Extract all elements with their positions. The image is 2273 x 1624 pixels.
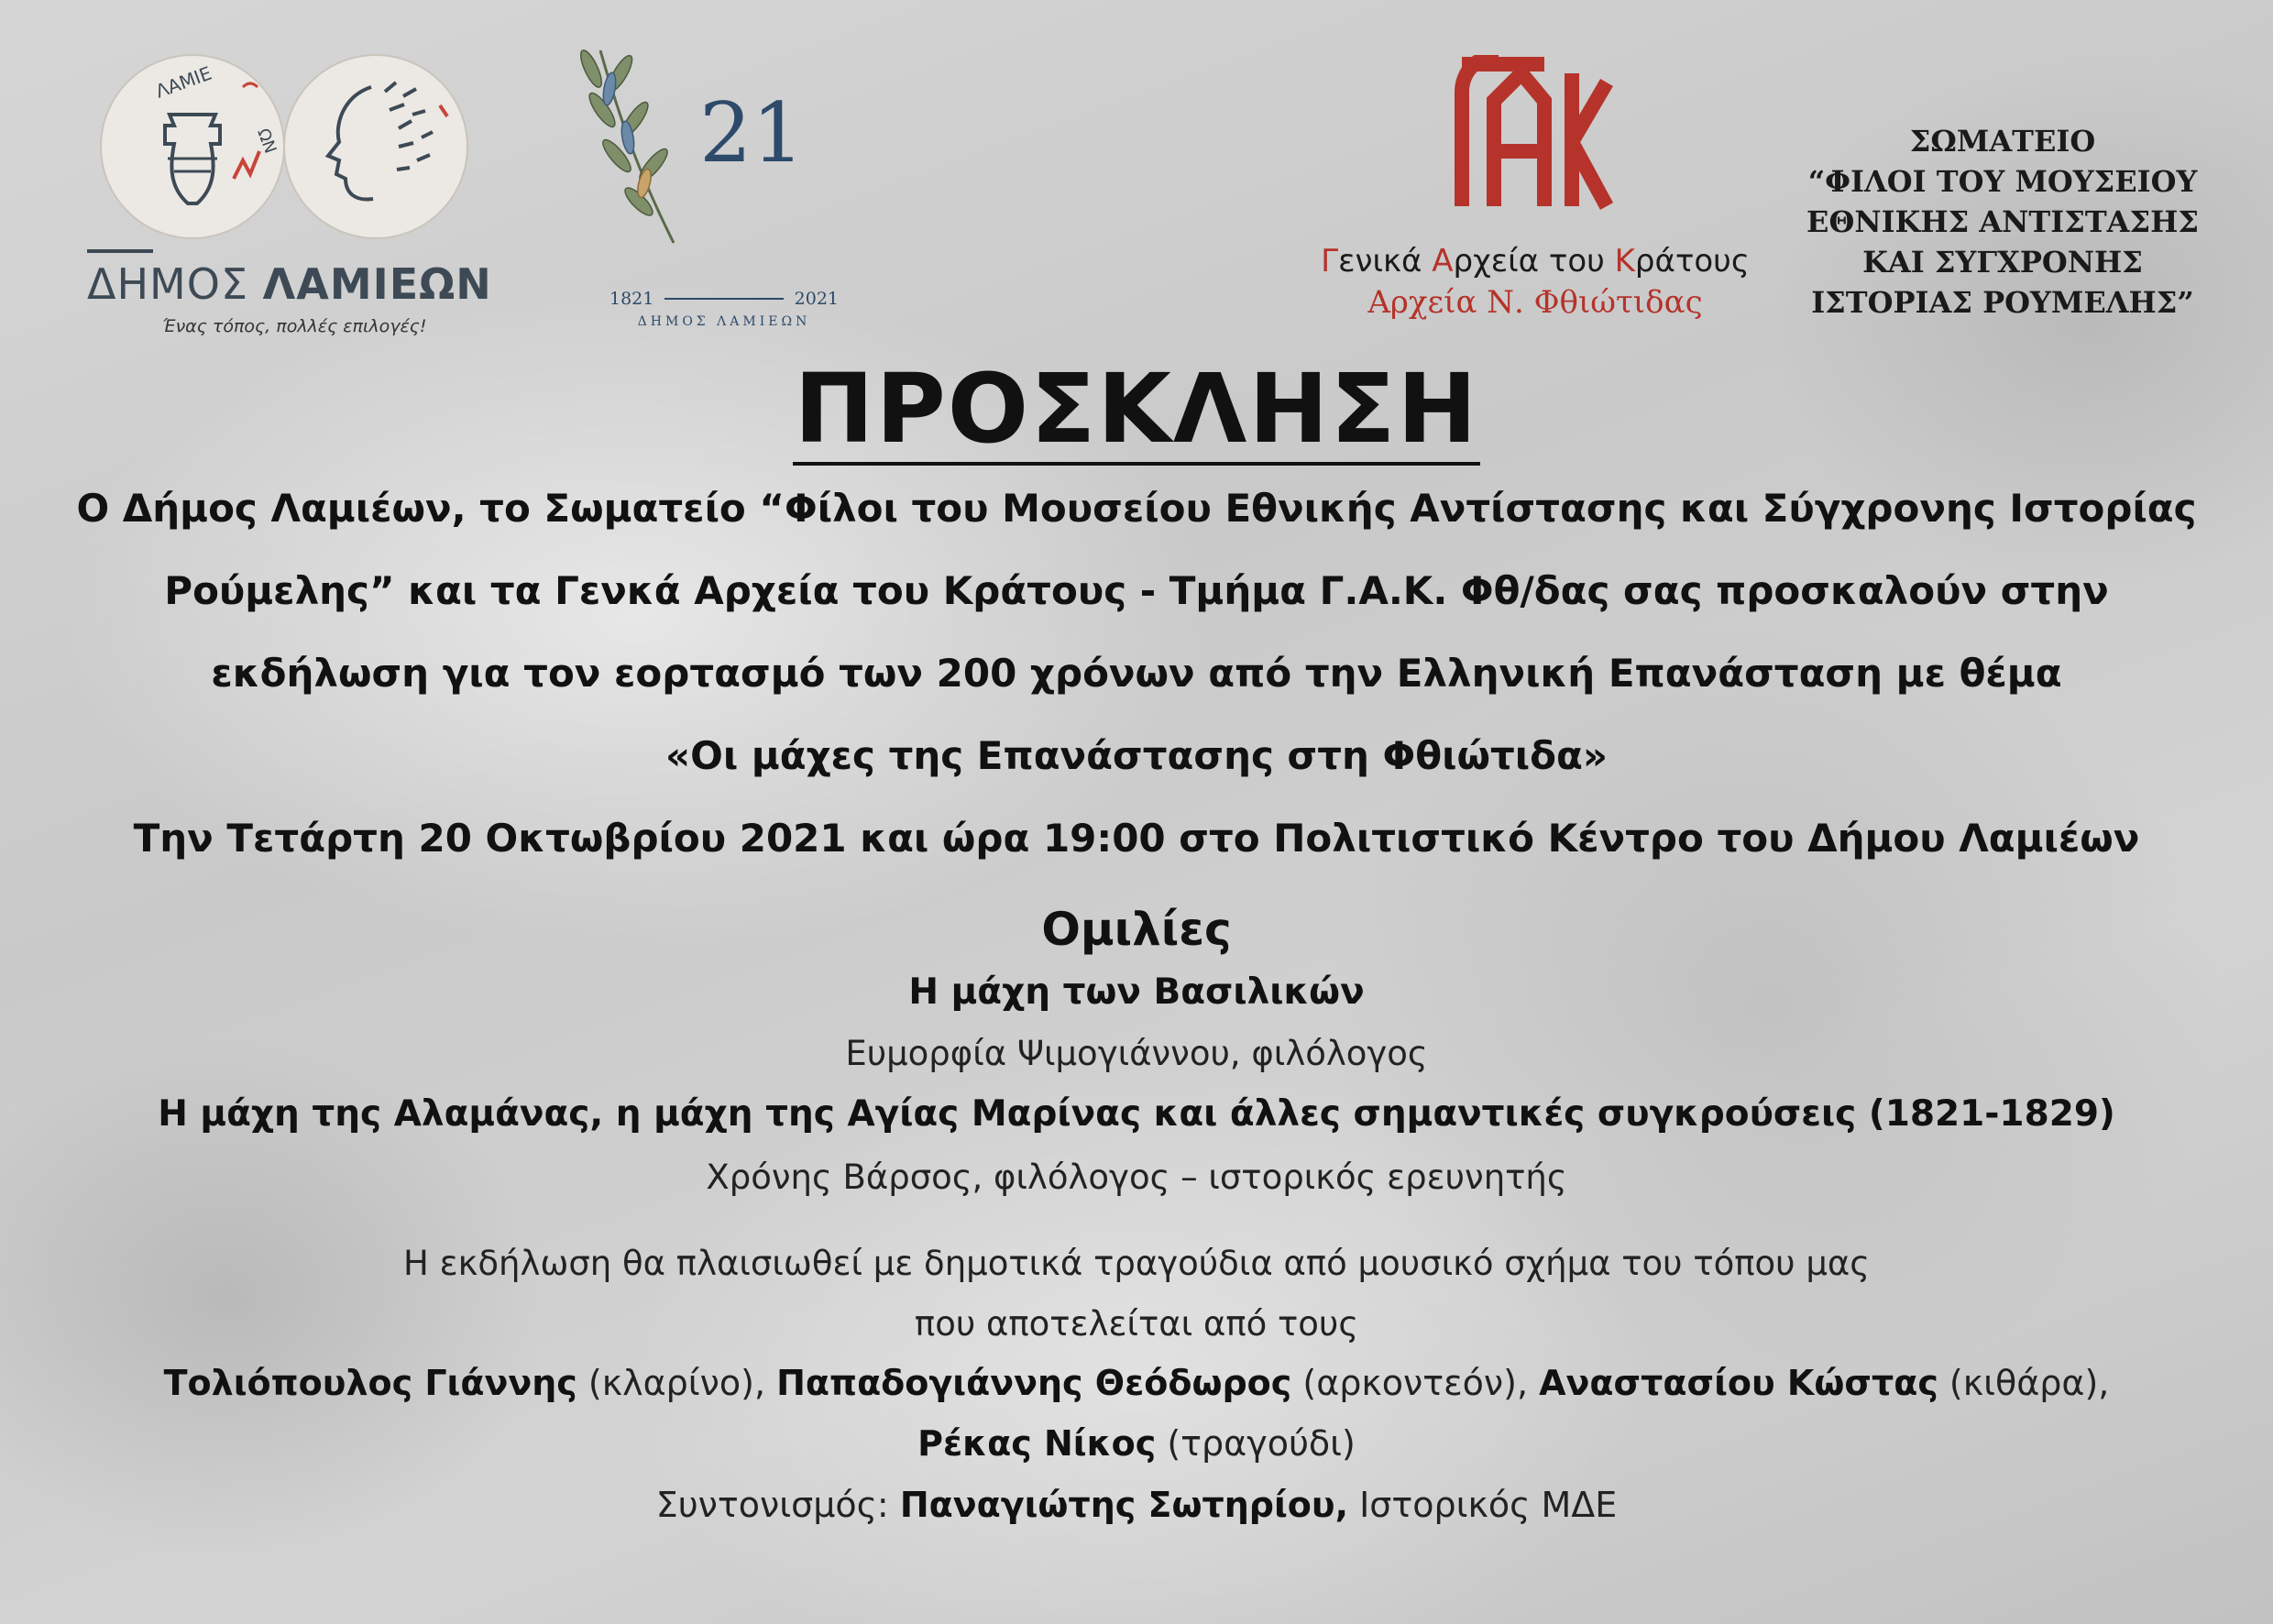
musician-name: Παπαδογιάννης Θεόδωρος bbox=[776, 1363, 1292, 1403]
lamia-logo-tagline: Ένας τόπος, πολλές επιλογές! bbox=[162, 316, 427, 336]
anniversary-logo bbox=[564, 32, 839, 344]
music-line-1: Η εκδήλωση θα πλαισιωθεί με δημοτικά τραγούδια από μουσικό σχήμα του τόπου μας bbox=[403, 1244, 1870, 1283]
talk-2-speaker: Χρόνης Βάρσος, φιλόλογος – ιστορικός ερευνητής bbox=[706, 1158, 1567, 1197]
event-theme: «Οι μάχες της Επανάστασης στη Φθιώτιδα» bbox=[665, 733, 1608, 778]
years-divider bbox=[664, 298, 783, 300]
lamia-logo-name: ΔΗΜΟΣ ΛΑΜΙΕΩΝ bbox=[87, 259, 492, 309]
musician-instrument: (κιθάρα), bbox=[1938, 1363, 2110, 1403]
coordination-label: Συντονισμός: bbox=[655, 1485, 900, 1525]
invitation-title: ΠΡΟΣΚΛΗΣΗ bbox=[794, 353, 1479, 465]
gak-logo bbox=[1320, 55, 1751, 330]
musician-name: Αναστασίου Κώστας bbox=[1539, 1363, 1938, 1403]
musician-name: Τολιόπουλος Γιάννης bbox=[163, 1363, 577, 1403]
invitation-title-wrap bbox=[0, 353, 2273, 466]
gak-branch: Αρχεία Ν. Φθιώτιδας bbox=[1367, 284, 1703, 321]
talk-1-title: Η μάχη των Βασιλικών bbox=[908, 971, 1365, 1013]
intro-line-1: Ο Δήμος Λαμιέων, το Σωματείο “Φίλοι του Μουσείου Εθνικής Αντίστασης και Σύγχρονης Ιστορίας bbox=[76, 486, 2197, 531]
coordinator-role: Ιστορικός ΜΔΕ bbox=[1348, 1485, 1618, 1525]
gak-monogram-icon bbox=[1444, 55, 1618, 211]
musician-instrument: (κλαρίνο), bbox=[576, 1363, 777, 1403]
gak-name: Γενικά Αρχεία του Κράτους bbox=[1321, 243, 1750, 280]
talks-heading: Ομιλίες bbox=[1041, 903, 1232, 956]
association-name: ΣΩΜΑΤΕΙΟ “ΦΙΛΟΙ ΤΟΥ ΜΟΥΣΕΙΟΥ ΕΘΝΙΚΗΣ ΑΝΤΙΣΤΑΣΗΣ ΚΑΙ ΣΥΓΧΡΟΝΗΣ ΙΣΤΟΡΙΑΣ ΡΟΥΜΕΛΗΣ” bbox=[1806, 124, 2199, 320]
lamia-emblem-icon bbox=[96, 50, 481, 243]
event-date-venue: Την Τετάρτη 20 Οκτωβρίου 2021 και ώρα 19:00 στο Πολιτιστικό Κέντρο του Δήμου Λαμιέων bbox=[133, 816, 2140, 861]
intro-line-2: Ρούμελης” και τα Γενκά Αρχεία του Κράτους - Τμήμα Γ.Α.Κ. Φθ/δας σας προσκαλούν στην bbox=[164, 568, 2109, 613]
lamia-logo-bar bbox=[87, 249, 153, 253]
anniversary-subtitle: ΔΗΜΟΣ ΛΑΜΙΕΩΝ bbox=[637, 314, 811, 329]
coordinator-name: Παναγιώτης Σωτηρίου, bbox=[899, 1485, 1349, 1525]
musician-instrument: (τραγούδι) bbox=[1156, 1423, 1356, 1464]
anniversary-years: 1821 2021 bbox=[609, 289, 839, 309]
musician-instrument: (αρκοντεόν), bbox=[1291, 1363, 1540, 1403]
talk-1-speaker: Ευμορφία Ψιμογιάννου, φιλόλογος bbox=[845, 1034, 1428, 1073]
anniversary-number: 21 bbox=[699, 85, 805, 181]
coordination-line bbox=[0, 1485, 2273, 1525]
olive-branch-icon bbox=[564, 32, 701, 252]
svg-text:ΩΝ: ΩΝ bbox=[253, 126, 280, 157]
talk-2-title: Η μάχη της Αλαμάνας, η μάχη της Αγίας Μαρίνας και άλλες σημαντικές συγκρούσεις (1821-1829) bbox=[158, 1093, 2115, 1135]
musician-name: Ρέκας Νίκος bbox=[917, 1423, 1157, 1464]
music-line-2: που αποτελείται από τους bbox=[914, 1304, 1359, 1344]
intro-line-3: εκδήλωση για τον εορτασμό των 200 χρόνων από την Ελληνική Επανάσταση με θέμα bbox=[211, 651, 2062, 696]
musicians-line-2 bbox=[0, 1423, 2273, 1464]
musicians-line-1 bbox=[0, 1363, 2273, 1403]
lamia-municipality-logo bbox=[87, 50, 490, 344]
svg-text:ΛΑΜΙΕ: ΛΑΜΙΕ bbox=[152, 61, 215, 103]
